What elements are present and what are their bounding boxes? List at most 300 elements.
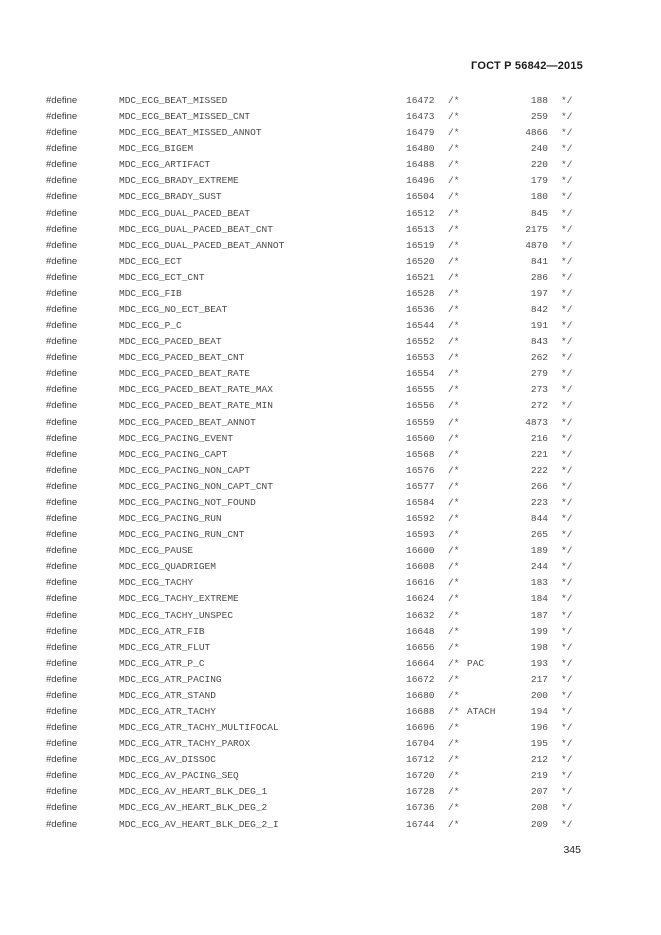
macro-code: 16577 [406, 480, 435, 492]
macro-code: 16488 [406, 159, 435, 171]
macro-code: 16512 [406, 207, 435, 219]
macro-name: MDC_ECG_DUAL_PACED_BEAT [119, 207, 251, 219]
comment-close: */ [561, 175, 573, 187]
define-row [46, 640, 586, 656]
macro-code: 16519 [406, 239, 435, 251]
comment-open: /* [448, 304, 460, 316]
reference-number: 207 [530, 786, 548, 798]
reference-number: 2175 [525, 223, 548, 235]
define-keyword: #define [46, 705, 78, 717]
comment-open: /* [448, 175, 460, 187]
macro-name: MDC_ECG_PACED_BEAT_RATE [119, 368, 251, 380]
reference-number: 220 [530, 159, 548, 171]
comment-open: /* [448, 529, 460, 541]
macro-name: MDC_ECG_AV_HEART_BLK_DEG_2 [119, 802, 268, 814]
define-keyword: #define [46, 127, 78, 139]
define-keyword: #define [46, 304, 78, 316]
macro-code: 16672 [406, 673, 435, 685]
macro-name: MDC_ECG_NO_ECT_BEAT [119, 304, 228, 316]
reference-number: 195 [530, 738, 548, 750]
macro-name: MDC_ECG_ATR_FLUT [119, 641, 211, 653]
comment-close: */ [561, 529, 573, 541]
comment-open: /* [448, 705, 460, 717]
comment-close: */ [561, 593, 573, 605]
comment-close: */ [561, 738, 573, 750]
define-row [46, 495, 586, 511]
define-keyword: #define [46, 175, 78, 187]
comment-close: */ [561, 464, 573, 476]
reference-number: 4873 [525, 416, 548, 428]
macro-code: 16536 [406, 304, 435, 316]
comment-close: */ [561, 513, 573, 525]
reference-number: 262 [530, 352, 548, 364]
define-keyword: #define [46, 143, 78, 155]
macro-name: MDC_ECG_BEAT_MISSED [119, 95, 228, 106]
macro-name: MDC_ECG_AV_HEART_BLK_DEG_2_I [119, 818, 279, 830]
macro-code: 16600 [406, 545, 435, 557]
comment-open: /* [448, 255, 460, 267]
macro-name: MDC_ECG_AV_PACING_SEQ [119, 770, 239, 782]
reference-number: 184 [530, 593, 548, 605]
define-row [46, 656, 586, 672]
comment-open: /* [448, 496, 460, 508]
reference-number: 188 [530, 95, 548, 106]
comment-close: */ [561, 754, 573, 766]
macro-code: 16504 [406, 191, 435, 203]
macro-name: MDC_ECG_FIB [119, 287, 182, 299]
reference-number: 197 [530, 287, 548, 299]
macro-name: MDC_ECG_TACHY_UNSPEC [119, 609, 234, 621]
macro-code: 16555 [406, 384, 435, 396]
macro-code: 16576 [406, 464, 435, 476]
macro-code: 16688 [406, 705, 435, 717]
define-keyword: #define [46, 818, 78, 830]
macro-code: 16520 [406, 255, 435, 267]
reference-number: 187 [530, 609, 548, 621]
macro-name: MDC_ECG_PACED_BEAT_ANNOT [119, 416, 256, 428]
comment-open: /* [448, 368, 460, 380]
define-row [46, 222, 586, 238]
macro-name: MDC_ECG_QUADRIGEM [119, 561, 216, 573]
comment-open: /* [448, 609, 460, 621]
define-row [46, 286, 586, 302]
define-row [46, 334, 586, 350]
define-row [46, 672, 586, 688]
reference-number: 4870 [525, 239, 548, 251]
macro-name: MDC_ECG_ECT [119, 255, 182, 267]
macro-name: MDC_ECG_PACING_NON_CAPT_CNT [119, 480, 273, 492]
define-row [46, 238, 586, 254]
comment-close: */ [561, 609, 573, 621]
comment-close: */ [561, 545, 573, 557]
reference-number: 844 [530, 513, 548, 525]
define-keyword: #define [46, 689, 78, 701]
define-keyword: #define [46, 448, 78, 460]
define-keyword: #define [46, 496, 78, 508]
comment-close: */ [561, 786, 573, 798]
define-keyword: #define [46, 320, 78, 332]
comment-open: /* [448, 464, 460, 476]
reference-number: 244 [530, 561, 548, 573]
comment-close: */ [561, 255, 573, 267]
comment-open: /* [448, 384, 460, 396]
comment-close: */ [561, 239, 573, 251]
comment-open: /* [448, 336, 460, 348]
define-row [46, 720, 586, 736]
macro-code: 16552 [406, 336, 435, 348]
comment-open: /* [448, 786, 460, 798]
define-keyword: #define [46, 722, 78, 734]
comment-close: */ [561, 223, 573, 235]
comment-close: */ [561, 448, 573, 460]
reference-number: 200 [530, 689, 548, 701]
reference-number: 272 [530, 400, 548, 412]
macro-code: 16632 [406, 609, 435, 621]
comment-open: /* [448, 577, 460, 589]
macro-code: 16559 [406, 416, 435, 428]
comment-close: */ [561, 111, 573, 123]
define-row [46, 704, 586, 720]
reference-number: 183 [530, 577, 548, 589]
macro-code: 16513 [406, 223, 435, 235]
comment-close: */ [561, 127, 573, 139]
comment-close: */ [561, 368, 573, 380]
macro-code: 16556 [406, 400, 435, 412]
comment-close: */ [561, 384, 573, 396]
define-row [46, 109, 586, 125]
macro-name: MDC_ECG_PACING_RUN_CNT [119, 529, 245, 541]
macro-name: MDC_ECG_ATR_TACHY_MULTIFOCAL [119, 722, 279, 734]
comment-close: */ [561, 705, 573, 717]
define-keyword: #define [46, 191, 78, 203]
define-keyword: #define [46, 207, 78, 219]
define-keyword: #define [46, 384, 78, 396]
define-keyword: #define [46, 464, 78, 476]
define-keyword: #define [46, 529, 78, 541]
comment-close: */ [561, 802, 573, 814]
define-row [46, 591, 586, 607]
macro-name: MDC_ECG_PACED_BEAT_RATE_MAX [119, 384, 273, 396]
macro-code: 16472 [406, 95, 435, 106]
macro-code: 16554 [406, 368, 435, 380]
comment-close: */ [561, 207, 573, 219]
comment-open: /* [448, 657, 460, 669]
define-keyword: #define [46, 609, 78, 621]
comment-open: /* [448, 689, 460, 701]
macro-code: 16720 [406, 770, 435, 782]
comment-open: /* [448, 207, 460, 219]
macro-name: MDC_ECG_ATR_PACING [119, 673, 222, 685]
reference-number: 843 [530, 336, 548, 348]
reference-number: 222 [530, 464, 548, 476]
macro-code: 16712 [406, 754, 435, 766]
comment-close: */ [561, 304, 573, 316]
define-row [46, 736, 586, 752]
comment-open: /* [448, 545, 460, 557]
comment-open: /* [448, 271, 460, 283]
comment-open: /* [448, 448, 460, 460]
reference-number: 841 [530, 255, 548, 267]
define-keyword: #define [46, 770, 78, 782]
macro-name: MDC_ECG_DUAL_PACED_BEAT_CNT [119, 223, 273, 235]
macro-name: MDC_ECG_PAUSE [119, 545, 194, 557]
abbreviation: PAC [467, 657, 485, 669]
comment-open: /* [448, 561, 460, 573]
comment-open: /* [448, 111, 460, 123]
comment-close: */ [561, 352, 573, 364]
reference-number: 845 [530, 207, 548, 219]
macro-name: MDC_ECG_ATR_FIB [119, 625, 205, 637]
comment-open: /* [448, 641, 460, 653]
comment-open: /* [448, 127, 460, 139]
macro-code: 16728 [406, 786, 435, 798]
reference-number: 240 [530, 143, 548, 155]
macro-code: 16473 [406, 111, 435, 123]
reference-number: 191 [530, 320, 548, 332]
define-row [46, 431, 586, 447]
macro-name: MDC_ECG_ECT_CNT [119, 271, 205, 283]
macro-code: 16656 [406, 641, 435, 653]
comment-close: */ [561, 561, 573, 573]
define-row [46, 398, 586, 414]
reference-number: 273 [530, 384, 548, 396]
reference-number: 223 [530, 496, 548, 508]
comment-close: */ [561, 432, 573, 444]
define-row [46, 559, 586, 575]
define-keyword: #define [46, 786, 78, 798]
macro-code: 16480 [406, 143, 435, 155]
comment-open: /* [448, 818, 460, 830]
reference-number: 189 [530, 545, 548, 557]
define-keyword: #define [46, 657, 78, 669]
comment-close: */ [561, 673, 573, 685]
macro-name: MDC_ECG_ARTIFACT [119, 159, 211, 171]
define-row [46, 93, 586, 109]
macro-code: 16593 [406, 529, 435, 541]
comment-close: */ [561, 496, 573, 508]
macro-name: MDC_ECG_BIGEM [119, 143, 194, 155]
define-keyword: #define [46, 754, 78, 766]
define-keyword: #define [46, 577, 78, 589]
macro-code: 16704 [406, 738, 435, 750]
define-row [46, 768, 586, 784]
reference-number: 265 [530, 529, 548, 541]
define-row [46, 125, 586, 141]
reference-number: 198 [530, 641, 548, 653]
reference-number: 216 [530, 432, 548, 444]
define-keyword: #define [46, 287, 78, 299]
comment-open: /* [448, 223, 460, 235]
comment-close: */ [561, 641, 573, 653]
macro-name: MDC_ECG_BRADY_EXTREME [119, 175, 239, 187]
define-row [46, 415, 586, 431]
define-row [46, 254, 586, 270]
macro-code: 16664 [406, 657, 435, 669]
reference-number: 194 [530, 705, 548, 717]
define-keyword: #define [46, 432, 78, 444]
comment-close: */ [561, 191, 573, 203]
define-keyword: #define [46, 159, 78, 171]
macro-name: MDC_ECG_BRADY_SUST [119, 191, 222, 203]
define-row [46, 157, 586, 173]
comment-open: /* [448, 802, 460, 814]
define-row [46, 817, 586, 833]
comment-close: */ [561, 689, 573, 701]
macro-code: 16528 [406, 287, 435, 299]
macro-name: MDC_ECG_TACHY [119, 577, 194, 589]
reference-number: 259 [530, 111, 548, 123]
define-keyword: #define [46, 641, 78, 653]
macro-name: MDC_ECG_AV_HEART_BLK_DEG_1 [119, 786, 268, 798]
define-keyword: #define [46, 352, 78, 364]
define-row [46, 479, 586, 495]
comment-close: */ [561, 271, 573, 283]
comment-close: */ [561, 159, 573, 171]
macro-code: 16521 [406, 271, 435, 283]
define-keyword: #define [46, 271, 78, 283]
page-number: 345 [563, 844, 581, 856]
define-row [46, 302, 586, 318]
comment-open: /* [448, 416, 460, 428]
define-keyword: #define [46, 561, 78, 573]
macro-name: MDC_ECG_ATR_P_C [119, 657, 205, 669]
macro-code: 16744 [406, 818, 435, 830]
macro-name: MDC_ECG_ATR_TACHY [119, 705, 216, 717]
macro-code: 16568 [406, 448, 435, 460]
standard-header: ГОСТ Р 56842—2015 [471, 60, 583, 72]
comment-close: */ [561, 480, 573, 492]
reference-number: 221 [530, 448, 548, 460]
macro-name: MDC_ECG_PACING_CAPT [119, 448, 228, 460]
comment-close: */ [561, 95, 573, 106]
comment-close: */ [561, 625, 573, 637]
define-keyword: #define [46, 802, 78, 814]
reference-number: 212 [530, 754, 548, 766]
macro-name: MDC_ECG_PACED_BEAT_RATE_MIN [119, 400, 273, 412]
macro-name: MDC_ECG_PACED_BEAT_CNT [119, 352, 245, 364]
define-row [46, 511, 586, 527]
define-keyword: #define [46, 673, 78, 685]
define-keyword: #define [46, 368, 78, 380]
comment-open: /* [448, 513, 460, 525]
define-row [46, 543, 586, 559]
macro-code: 16496 [406, 175, 435, 187]
reference-number: 217 [530, 673, 548, 685]
reference-number: 196 [530, 722, 548, 734]
define-keyword: #define [46, 416, 78, 428]
macro-code: 16616 [406, 577, 435, 589]
define-row [46, 608, 586, 624]
comment-open: /* [448, 738, 460, 750]
define-keyword: #define [46, 95, 78, 106]
comment-close: */ [561, 320, 573, 332]
define-row [46, 270, 586, 286]
comment-open: /* [448, 320, 460, 332]
define-row [46, 575, 586, 591]
define-row [46, 447, 586, 463]
comment-close: */ [561, 722, 573, 734]
define-row [46, 800, 586, 816]
define-row [46, 141, 586, 157]
comment-close: */ [561, 400, 573, 412]
define-row [46, 688, 586, 704]
macro-name: MDC_ECG_PACING_EVENT [119, 432, 234, 444]
macro-code: 16736 [406, 802, 435, 814]
comment-close: */ [561, 336, 573, 348]
comment-open: /* [448, 95, 460, 106]
reference-number: 208 [530, 802, 548, 814]
macro-code: 16608 [406, 561, 435, 573]
reference-number: 199 [530, 625, 548, 637]
define-keyword: #define [46, 400, 78, 412]
define-keyword: #define [46, 255, 78, 267]
define-keyword: #define [46, 738, 78, 750]
define-list [46, 93, 586, 833]
macro-name: MDC_ECG_PACING_NON_CAPT [119, 464, 251, 476]
macro-name: MDC_ECG_BEAT_MISSED_ANNOT [119, 127, 262, 139]
macro-name: MDC_ECG_PACING_RUN [119, 513, 222, 525]
comment-open: /* [448, 722, 460, 734]
comment-open: /* [448, 159, 460, 171]
define-row [46, 189, 586, 205]
define-keyword: #define [46, 223, 78, 235]
define-row [46, 206, 586, 222]
define-keyword: #define [46, 625, 78, 637]
comment-close: */ [561, 818, 573, 830]
comment-open: /* [448, 625, 460, 637]
reference-number: 193 [530, 657, 548, 669]
comment-close: */ [561, 143, 573, 155]
define-row [46, 318, 586, 334]
macro-code: 16584 [406, 496, 435, 508]
reference-number: 842 [530, 304, 548, 316]
reference-number: 286 [530, 271, 548, 283]
define-row [46, 463, 586, 479]
macro-code: 16544 [406, 320, 435, 332]
comment-open: /* [448, 287, 460, 299]
define-row [46, 366, 586, 382]
comment-close: */ [561, 416, 573, 428]
macro-code: 16680 [406, 689, 435, 701]
macro-code: 16479 [406, 127, 435, 139]
define-row [46, 173, 586, 189]
comment-close: */ [561, 577, 573, 589]
macro-name: MDC_ECG_P_C [119, 320, 182, 332]
define-keyword: #define [46, 239, 78, 251]
macro-name: MDC_ECG_AV_DISSOC [119, 754, 216, 766]
macro-name: MDC_ECG_TACHY_EXTREME [119, 593, 239, 605]
comment-open: /* [448, 673, 460, 685]
define-row [46, 350, 586, 366]
comment-open: /* [448, 352, 460, 364]
reference-number: 266 [530, 480, 548, 492]
comment-open: /* [448, 143, 460, 155]
comment-close: */ [561, 770, 573, 782]
comment-open: /* [448, 432, 460, 444]
reference-number: 209 [530, 818, 548, 830]
macro-code: 16553 [406, 352, 435, 364]
comment-open: /* [448, 770, 460, 782]
comment-open: /* [448, 191, 460, 203]
abbreviation: ATACH [467, 705, 496, 717]
macro-code: 16624 [406, 593, 435, 605]
reference-number: 279 [530, 368, 548, 380]
define-keyword: #define [46, 111, 78, 123]
macro-code: 16648 [406, 625, 435, 637]
reference-number: 4866 [525, 127, 548, 139]
macro-name: MDC_ECG_DUAL_PACED_BEAT_ANNOT [119, 239, 285, 251]
define-row [46, 624, 586, 640]
